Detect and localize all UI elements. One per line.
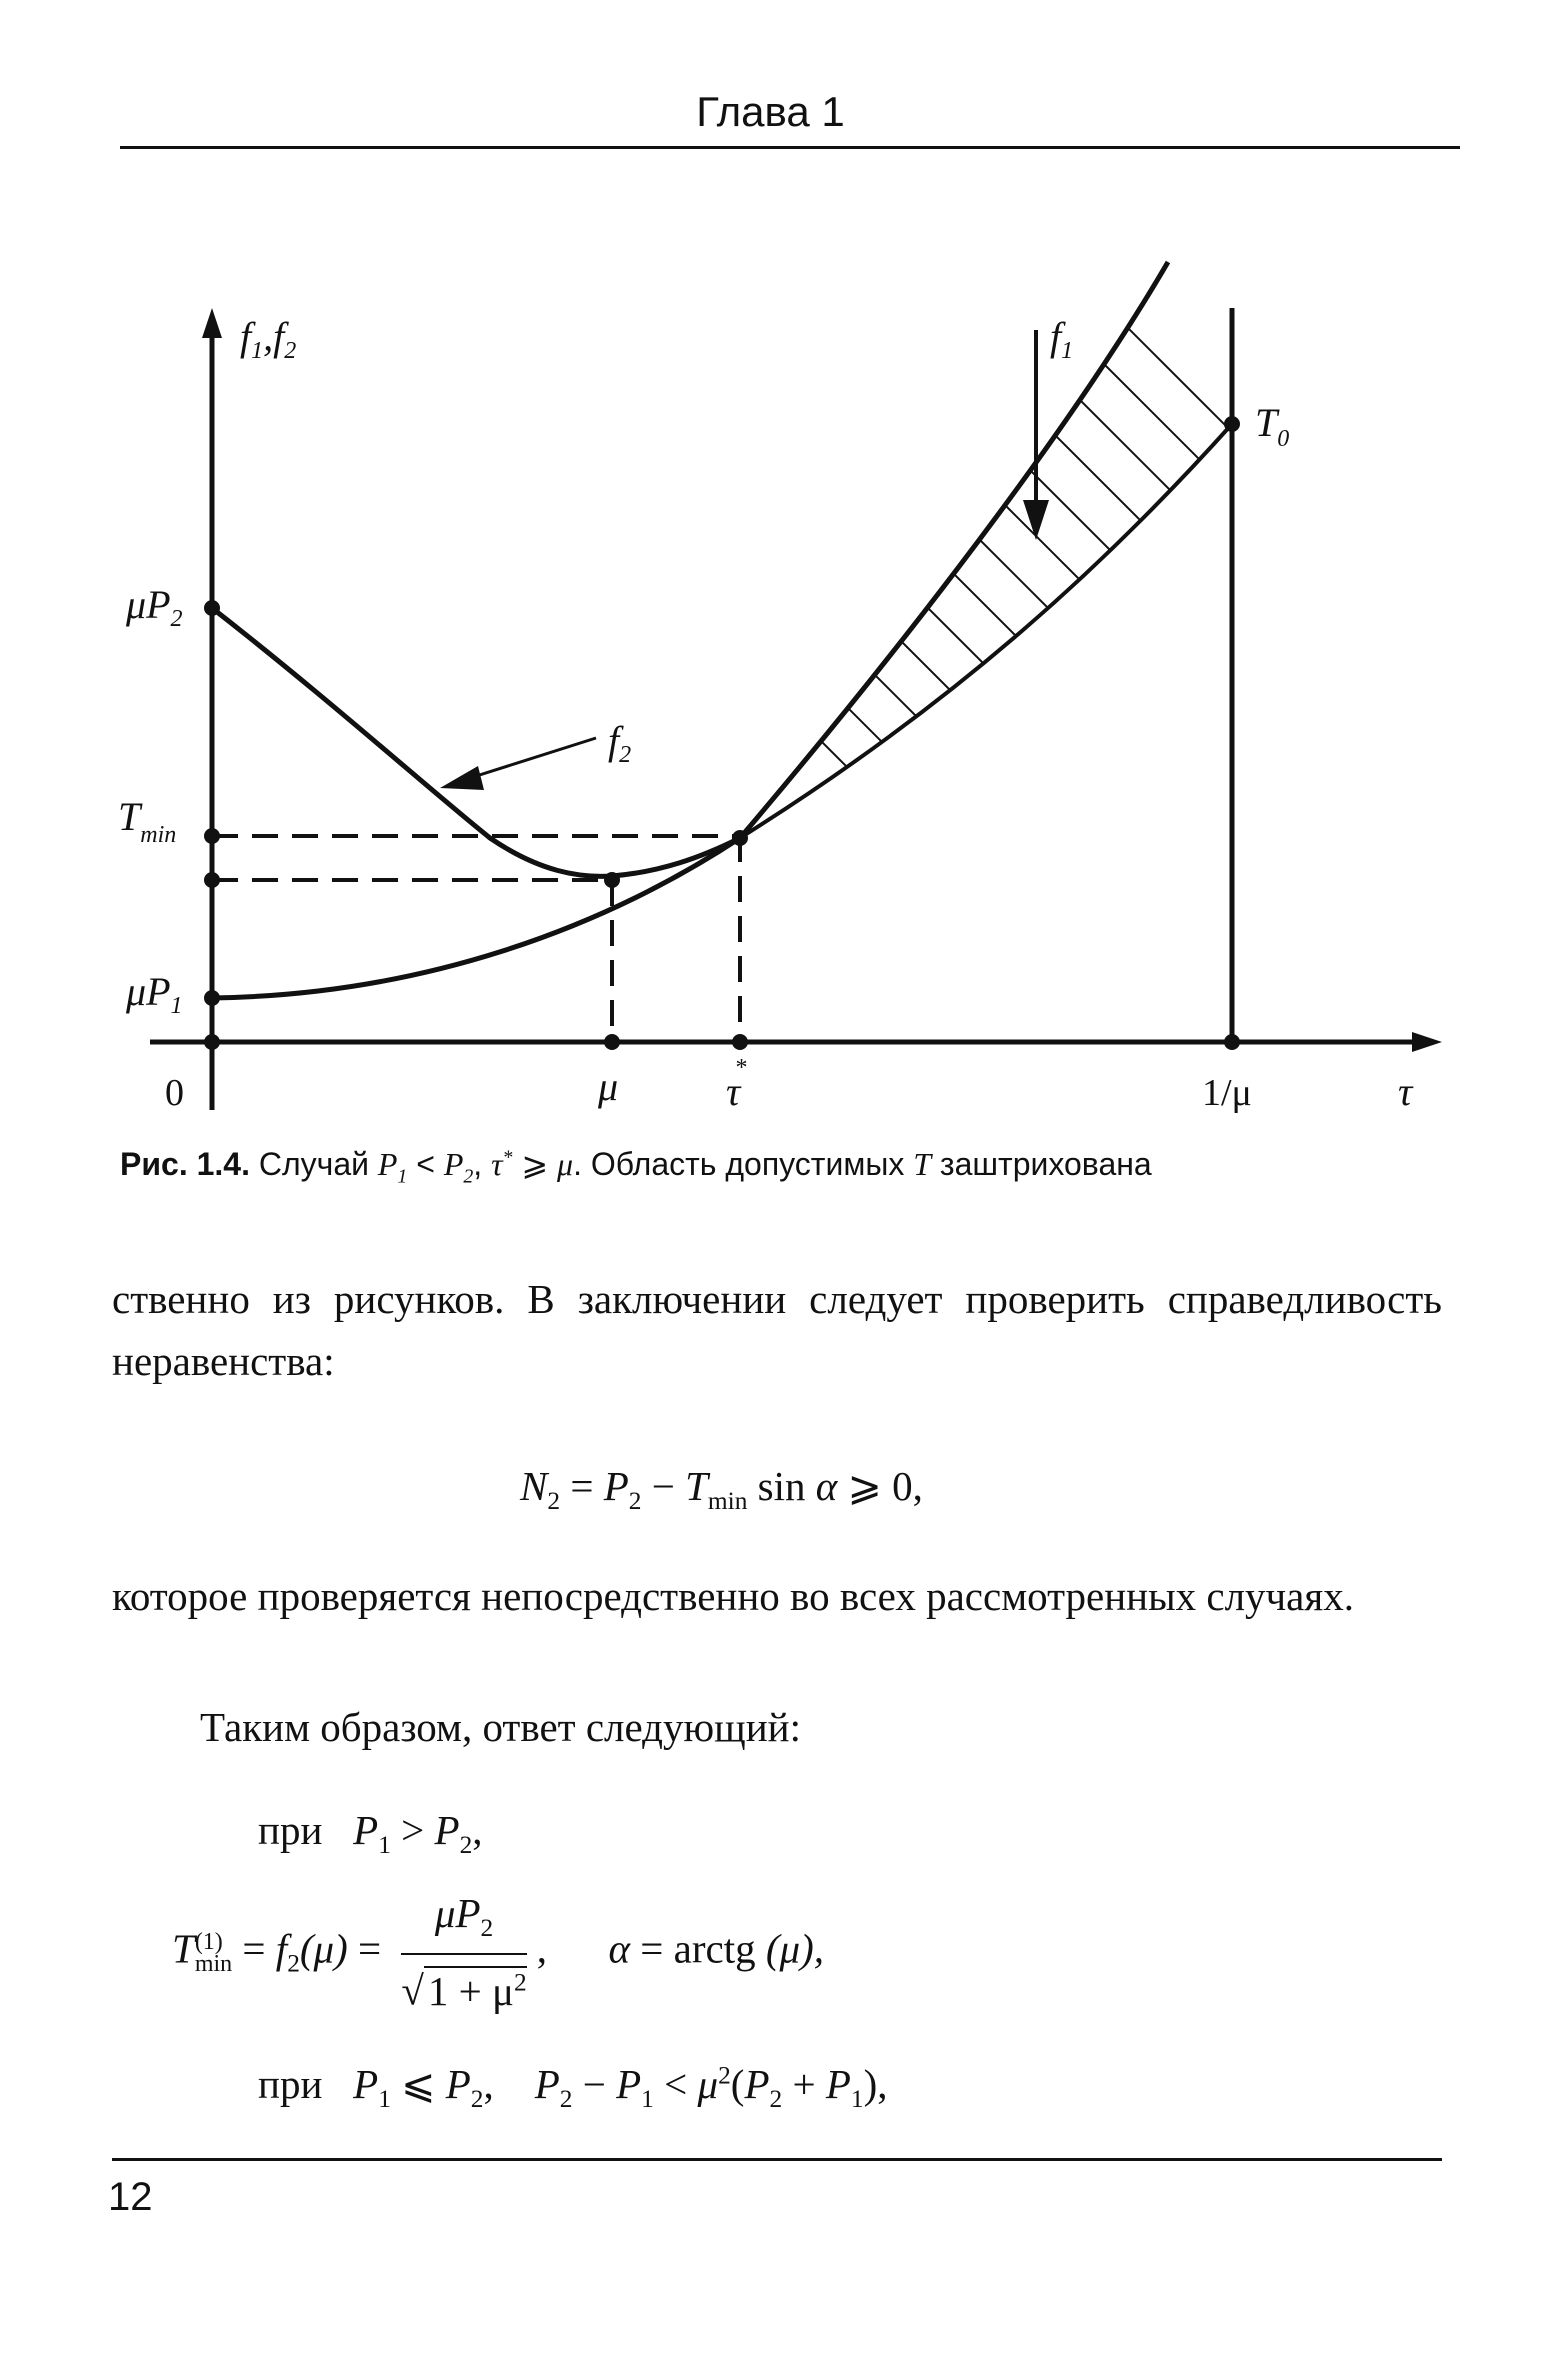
caption-lt: < [416, 1146, 435, 1182]
label-f1: $f_1$ [1050, 314, 1074, 364]
point-taustar-axis [732, 1034, 748, 1050]
point-tmin [204, 828, 220, 844]
caption-P2: $P_2$ [443, 1146, 474, 1188]
y-axis-arrow [202, 308, 222, 338]
paragraph-3: Таким образом, ответ следующий: [200, 1704, 801, 1750]
caption-P1: $P_1$ [377, 1146, 408, 1188]
formula-tmin-case-1: T (1) min = $f_2(\mu)$ = $\frac{\mu P_2}{√1 + \mu^2}$ , α = arctg (μ), [172, 1888, 824, 2018]
label-f2: $f_2$ [608, 718, 632, 768]
formula-case-2-condition: при $P_1$ ⩽ $P_2$, $P_2 - P_1 < \mu^2(P_2 + P_1)$, [258, 2061, 888, 2114]
caption-text-after-1: . Область допустимых [573, 1146, 905, 1182]
point-f2min-axis [204, 872, 220, 888]
figure-caption [120, 1145, 1440, 1188]
page-number: 12 [108, 2175, 153, 2219]
caption-T: T [913, 1146, 931, 1182]
label-zero: 0 [165, 1072, 184, 1114]
hatched-region [640, 200, 1300, 860]
chapter-header: Глава 1 [696, 88, 845, 135]
caption-mu: μ [557, 1146, 574, 1182]
caption-number: Рис. 1.4. [120, 1146, 250, 1182]
formula-N2: $N_2 = P_2 - T_{min}$ sin α ⩾ 0, [520, 1463, 923, 1516]
caption-comma: , [473, 1146, 483, 1182]
footer-rule [112, 2158, 1442, 2161]
fraction-muP2-over-sqrt: $\frac{\mu P_2}{√1 + \mu^2}$ [401, 1890, 527, 2014]
curve-f1-lower-boundary [740, 424, 1232, 838]
paragraph-1: ственно из рисунков. В заключении следует проверить справедливость неравенства: [112, 1276, 1442, 1384]
label-muP2: $\mu P_2$ [126, 582, 183, 632]
point-muP1 [204, 990, 220, 1006]
label-tau: τ [1398, 1069, 1413, 1114]
arrow-f2-shaft [470, 738, 596, 778]
formula-case-1-condition: при $P_1 > P_2$, [258, 1807, 483, 1860]
arrow-f2-head [440, 766, 484, 790]
caption-text-before: Случай [258, 1146, 369, 1182]
figure-diagram [0, 0, 1541, 1140]
point-origin [204, 1034, 220, 1050]
point-muP2 [204, 600, 220, 616]
x-axis-arrow [1412, 1032, 1442, 1052]
caption-geq: ⩾ [521, 1146, 549, 1182]
label-T0: $T_0$ [1255, 400, 1290, 452]
point-mu-axis [604, 1034, 620, 1050]
point-f2-min [604, 872, 620, 888]
paragraph-2: которое проверяется непосредственно во всех рассмотренных случаях. [112, 1573, 1354, 1619]
point-T0 [1224, 416, 1240, 432]
caption-text-after-2: заштрихована [939, 1146, 1152, 1182]
label-mu: μ [598, 1064, 619, 1109]
label-tau-star: τ* [726, 1055, 747, 1114]
point-one-over-mu-axis [1224, 1034, 1240, 1050]
label-one-over-mu: 1/μ [1202, 1072, 1252, 1114]
label-tmin: $T_{min}$ [118, 794, 177, 848]
caption-tau-star: τ* [491, 1146, 513, 1182]
y-axis-label: $f_1,f_2$ [240, 314, 297, 364]
label-muP1: $\mu P_1$ [126, 969, 183, 1019]
point-taustar-curve [732, 830, 748, 846]
arrow-f1-head [1023, 500, 1049, 540]
